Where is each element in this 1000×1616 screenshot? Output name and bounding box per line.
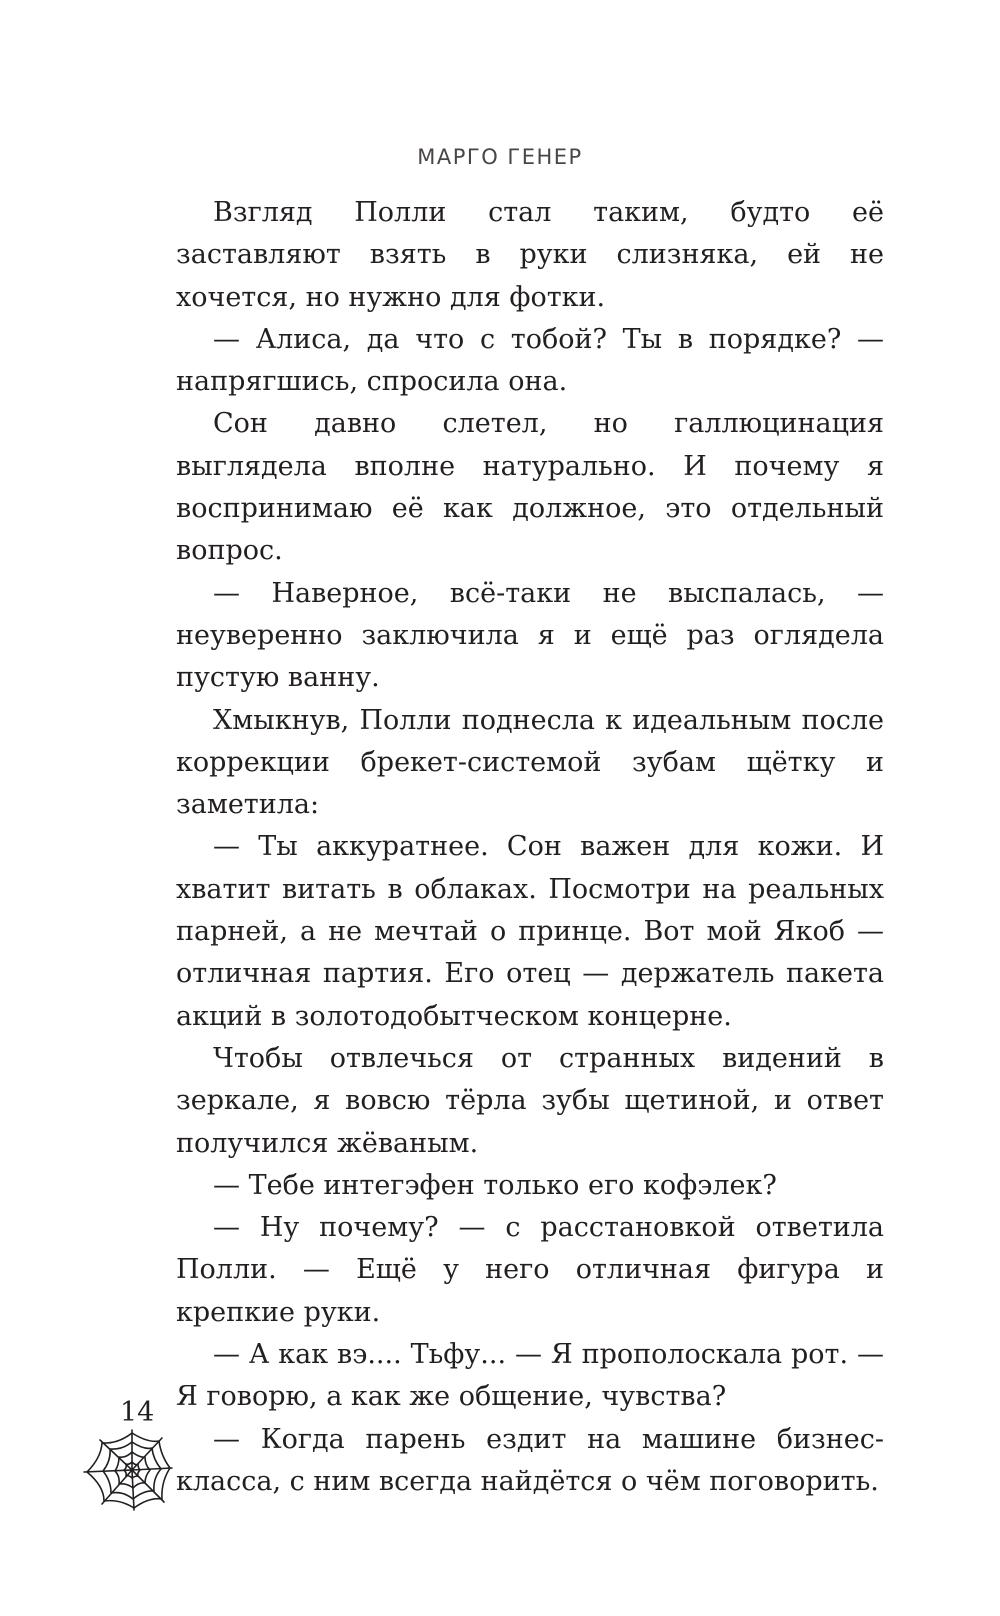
- paragraph: — Ты аккуратнее. Сон важен для кожи. И хватит витать в облаках. Посмотри на реальных парней, а не мечтай о принце. Вот мой Якоб — отличная партия. Его отец — держатель пакета акций в золотодобытческом концерне.: [176, 831, 884, 1032]
- paragraph: — А как вэ.... Тьфу... — Я прополоскала рот. — Я говорю, а как же общение, чувства?: [176, 1339, 884, 1413]
- paragraph: Сон давно слетел, но галлюцинация выглядела вполне натурально. И почему я воспринимаю её как должное, это отдельный вопрос.: [176, 408, 884, 567]
- paragraph: Чтобы отвлечься от странных видений в зеркале, я вовсю тёрла зубы щетиной, и ответ получился жёваным.: [176, 1042, 884, 1159]
- body-text: [176, 192, 884, 1503]
- paragraph: — Ну почему? — с расстановкой ответила Полли. — Ещё у него отличная фигура и крепкие руки.: [176, 1212, 884, 1328]
- page-number: 14: [120, 1397, 155, 1428]
- paragraph: — Когда парень ездит на машине бизнес-класса, с ним всегда найдётся о чём поговорить.: [176, 1423, 884, 1497]
- paragraph: Взгляд Полли стал таким, будто её заставляют взять в руки слизняка, ей не хочется, но нужно для фотки.: [176, 197, 884, 313]
- running-head: МАРГО ГЕНЕР: [417, 145, 583, 169]
- paragraph: Хмыкнув, Полли поднесла к идеальным после коррекции брекет-системой зубам щётку и заметила:: [176, 704, 884, 821]
- paragraph: — Тебе интегэфен только его кофэлек?: [213, 1169, 777, 1201]
- paragraph: — Алиса, да что с тобой? Ты в порядке? — напрягшись, спросила она.: [176, 323, 884, 398]
- spider-web-icon: [82, 1428, 174, 1512]
- paragraph: — Наверное, всё-таки не выспалась, — неуверенно заключила я и ещё раз оглядела пустую ванну.: [176, 577, 884, 694]
